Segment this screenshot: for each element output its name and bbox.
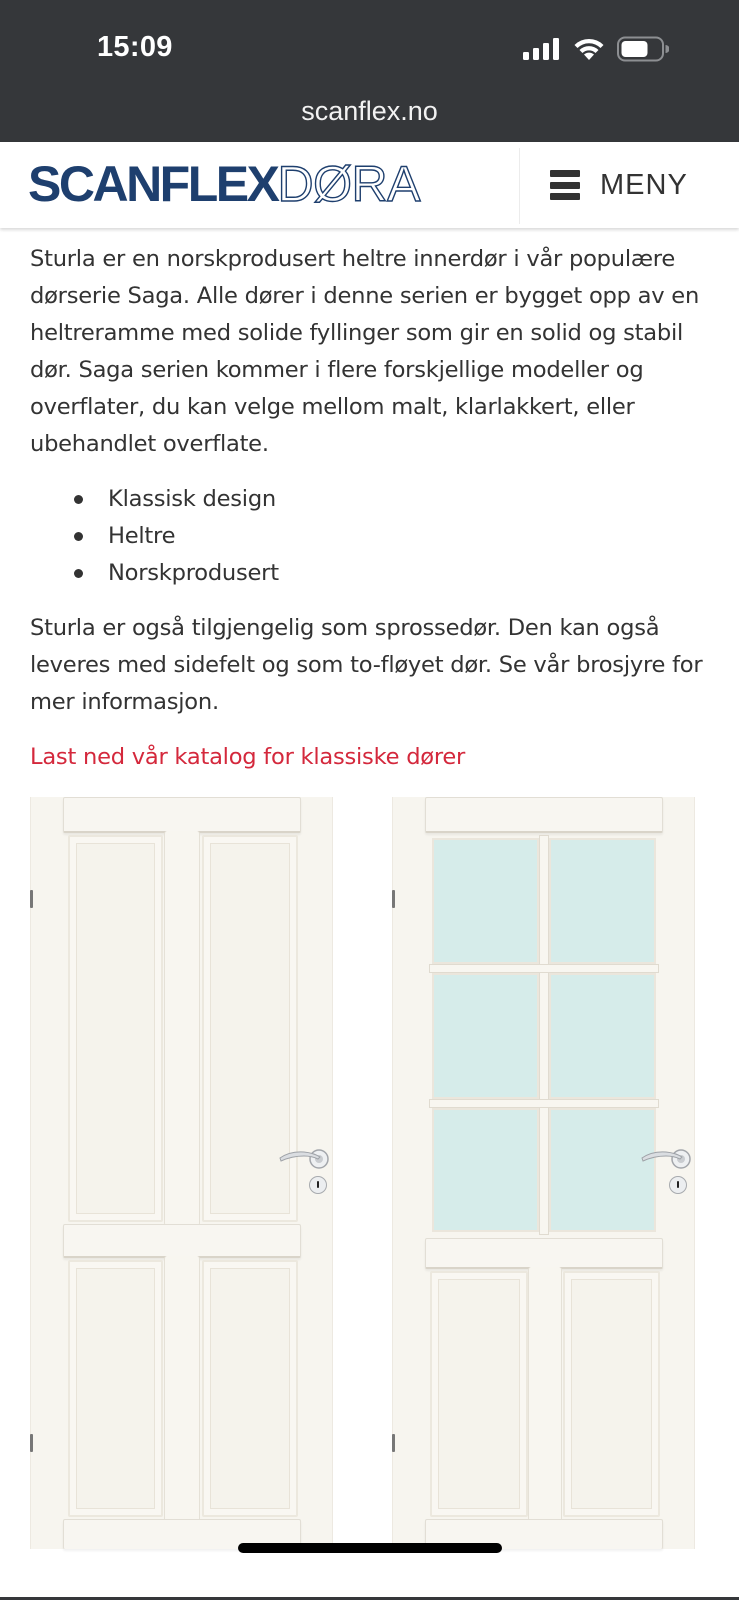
hamburger-icon <box>550 170 580 200</box>
bullet-icon <box>74 532 83 541</box>
cellular-signal-icon <box>523 38 561 60</box>
door-center-stile <box>164 831 200 1226</box>
door-image-panel[interactable] <box>30 797 333 1549</box>
menu-button[interactable] <box>550 162 710 208</box>
wifi-icon <box>573 37 605 61</box>
address-bar-url[interactable]: scanflex.no <box>301 96 438 126</box>
home-indicator[interactable] <box>238 1543 502 1553</box>
availability-paragraph: Sturla er også tilgjengelig som sprossedør. Den kan også leveres med sidefelt og som to-fløyet dør. Se vår brosjyre for mer informasjon. <box>30 615 703 715</box>
door-hinge-icon <box>392 1434 395 1452</box>
door-panel <box>430 1271 528 1517</box>
feature-label: Norskprodusert <box>108 560 279 586</box>
feature-label: Klassisk design <box>108 486 276 512</box>
product-description <box>30 241 715 776</box>
door-handle-icon <box>278 1147 330 1171</box>
door-panel <box>563 1271 660 1517</box>
feature-item <box>30 518 715 555</box>
door-lock-rail <box>63 1224 301 1258</box>
door-top-rail <box>63 797 301 833</box>
glass-pane <box>432 973 539 1099</box>
site-header <box>0 142 739 228</box>
feature-item <box>30 555 715 592</box>
bullet-icon <box>74 495 83 504</box>
door-panel <box>68 835 163 1222</box>
door-hinge-icon <box>30 1434 33 1452</box>
feature-item <box>30 481 715 518</box>
glass-pane <box>549 838 656 964</box>
glass-pane <box>432 1108 539 1232</box>
status-icons <box>523 36 669 62</box>
browser-status-bar <box>0 0 739 142</box>
catalog-download-link[interactable]: Last ned vår katalog for klassiske dører <box>30 744 466 770</box>
clock: 15:09 <box>97 31 173 63</box>
door-image-glass[interactable] <box>392 797 695 1549</box>
keyhole-icon <box>669 1176 687 1194</box>
intro-paragraph: Sturla er en norskprodusert heltre innerdør i vår populære dørserie Saga. Alle dører i denne serien er bygget opp av en heltreramme med solide fyllinger som gir en solid og stabil dør. Saga serien kommer i flere forskjellige modeller og overflater, du kan velge mellom malt, klarlakkert, eller ubehandlet overflate. <box>30 246 700 457</box>
door-center-stile <box>528 1267 562 1523</box>
header-divider <box>519 148 520 224</box>
feature-label: Heltre <box>108 523 176 549</box>
battery-icon <box>617 36 669 62</box>
door-top-rail <box>425 797 663 833</box>
door-hinge-icon <box>30 890 33 908</box>
logo-wordmark-bold: SCANFLEX <box>28 156 278 212</box>
glass-pane <box>432 838 539 964</box>
door-lock-rail <box>425 1238 663 1269</box>
menu-label: MENY <box>600 168 688 201</box>
door-center-stile <box>164 1256 200 1522</box>
door-panel <box>68 1260 163 1517</box>
feature-list <box>30 481 715 592</box>
glass-pane <box>549 973 656 1099</box>
glass-mullion-horizontal <box>429 964 659 973</box>
bullet-icon <box>74 569 83 578</box>
glass-mullion-vertical <box>539 835 549 1235</box>
door-hinge-icon <box>392 890 395 908</box>
door-panel <box>202 1260 298 1517</box>
keyhole-icon <box>309 1176 327 1194</box>
scanflex-dora-logo[interactable] <box>28 158 420 210</box>
logo-wordmark-thin: DØRA <box>277 156 420 212</box>
door-handle-icon <box>640 1147 692 1171</box>
glass-mullion-horizontal <box>429 1099 659 1108</box>
